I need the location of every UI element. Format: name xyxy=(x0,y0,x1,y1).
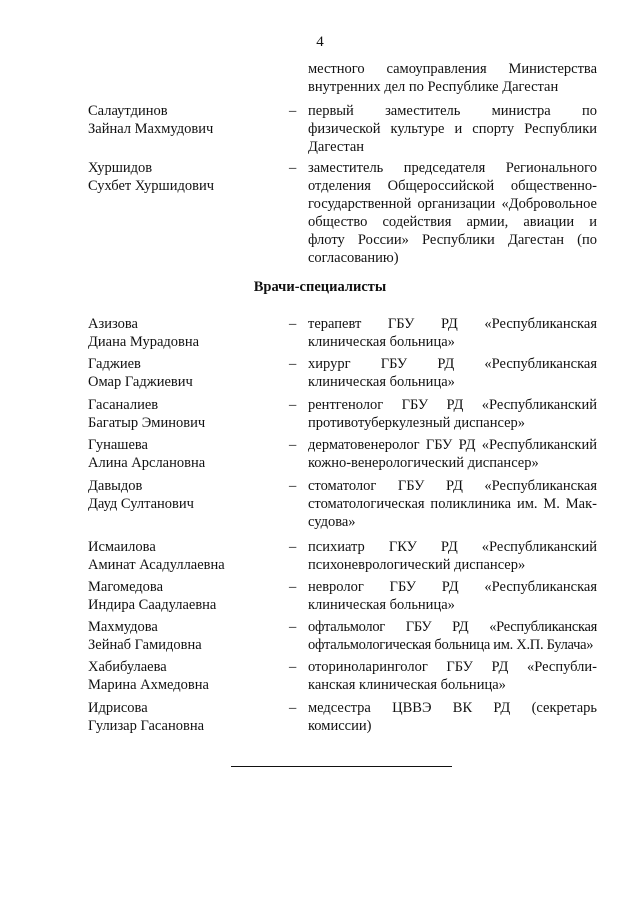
member-position: первый заместитель министра по физической культуре и спорту Республики Дагестан xyxy=(308,103,597,155)
continuation-line: местного самоуправления Министерства xyxy=(308,61,597,77)
dash: – xyxy=(289,397,297,413)
member-name: Азизова Диана Мурадовна xyxy=(88,316,200,350)
dash: – xyxy=(289,437,297,453)
dash: – xyxy=(289,160,297,176)
end-divider xyxy=(231,766,452,767)
section-title: Врачи-специалисты xyxy=(253,279,387,295)
dash: – xyxy=(289,700,297,716)
member-position: рентгенолог ГБУ РД «Республиканский противотуберкулезный диспансер» xyxy=(308,397,597,431)
member-position: оториноларинголог ГБУ РД «Республи- канская клиническая больница» xyxy=(308,659,597,693)
continuation-description xyxy=(308,60,597,96)
member-name: Салаутдинов Зайнал Махмудович xyxy=(88,103,214,137)
member-name: Магомедова Индира Саадулаевна xyxy=(88,579,217,613)
member-position: хирург ГБУ РД «Республиканская клиническая больница» xyxy=(308,356,597,390)
member-position: офтальмолог ГБУ РД «Республиканская офтальмологическая больница им. Х.П. Булача» xyxy=(308,619,597,653)
member-position: терапевт ГБУ РД «Республиканская клиническая больница» xyxy=(308,316,597,350)
member-position: стоматолог ГБУ РД «Республиканская стоматологическая поликлиника им. М. Мак- судова» xyxy=(308,478,597,530)
member-name: Хуршидов Сухбет Хуршидович xyxy=(88,160,214,194)
member-name: Давыдов Дауд Султанович xyxy=(88,478,194,512)
dash: – xyxy=(289,659,297,675)
dash: – xyxy=(289,619,297,635)
member-position: дерматовенеролог ГБУ РД «Республиканский кожно-венерологический диспансер» xyxy=(308,437,597,471)
member-name: Гаджиев Омар Гаджиевич xyxy=(88,356,193,390)
member-position: невролог ГБУ РД «Республиканская клиническая больница» xyxy=(308,579,597,613)
member-name: Идрисова Гулизар Гасановна xyxy=(88,700,205,734)
dash: – xyxy=(289,103,297,119)
continuation-line: внутренних дел по Республике Дагестан xyxy=(308,79,559,95)
member-position: заместитель председателя Регионального отделения Общероссийской общественно- государственной организации «Добровольное общество содействия армии, авиации и флоту России» Республики Дагестан (по согласованию) xyxy=(308,160,597,266)
member-position: психиатр ГКУ РД «Республиканский психоневрологический диспансер» xyxy=(308,539,597,573)
member-name: Хабибулаева Марина Ахмедовна xyxy=(88,659,209,693)
dash: – xyxy=(289,478,297,494)
dash: – xyxy=(289,316,297,332)
member-name: Гунашева Алина Арслановна xyxy=(88,437,206,471)
page-number: 4 xyxy=(316,34,324,50)
dash: – xyxy=(289,579,297,595)
dash: – xyxy=(289,356,297,372)
member-name: Махмудова Зейнаб Гамидовна xyxy=(88,619,202,653)
member-position: медсестра ЦВВЭ ВК РД (секретарь комиссии) xyxy=(308,700,597,734)
member-name: Гасаналиев Багатыр Эминович xyxy=(88,397,206,431)
dash: – xyxy=(289,539,297,555)
member-name: Исмаилова Аминат Асадуллаевна xyxy=(88,539,225,573)
